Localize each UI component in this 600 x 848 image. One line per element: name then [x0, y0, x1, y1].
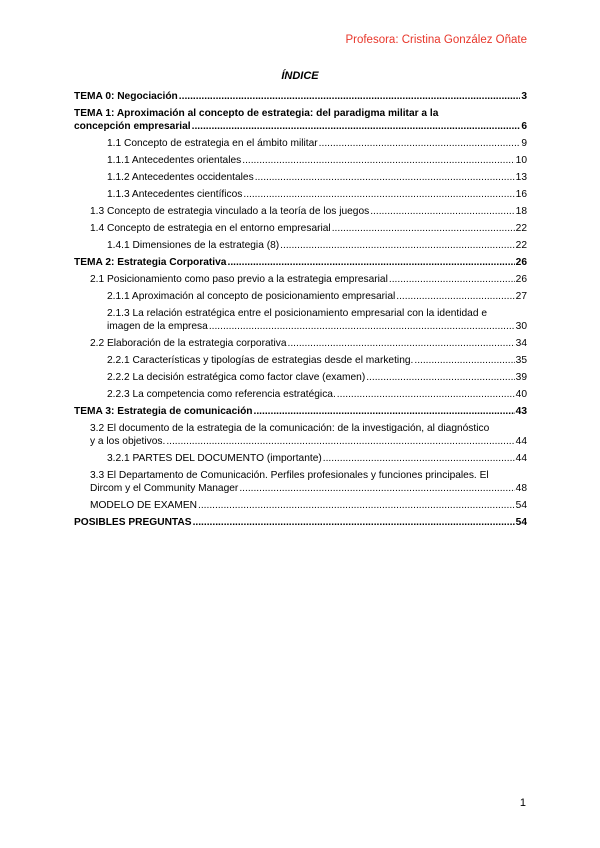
toc-entry-text: TEMA 0: Negociación [74, 91, 178, 102]
toc-page-number: 44 [515, 453, 527, 464]
toc-page-number: 22 [515, 223, 527, 234]
toc-entry-text: 1.4.1 Dimensiones de la estrategia (8) [107, 240, 280, 251]
toc-entry[interactable] [90, 469, 527, 495]
dot-leader [242, 154, 514, 167]
toc-entry[interactable] [90, 222, 527, 235]
toc-page-number: 39 [515, 372, 527, 383]
table-of-contents [74, 90, 527, 533]
dot-leader [389, 273, 515, 286]
toc-page-number: 26 [515, 274, 527, 285]
toc-entry-text: imagen de la empresa [107, 321, 208, 332]
toc-entry[interactable] [107, 354, 527, 367]
toc-entry[interactable] [90, 205, 527, 218]
toc-entry-text: 1.1.2 Antecedentes occidentales [107, 172, 254, 183]
toc-entry[interactable] [107, 290, 527, 303]
toc-entry-text: 2.1.3 La relación estratégica entre el posicionamiento empresarial con la identidad e [107, 308, 487, 319]
toc-entry-text: TEMA 2: Estrategia Corporativa [74, 257, 227, 268]
toc-page-number: 30 [515, 321, 527, 332]
toc-page-number: 43 [515, 406, 527, 417]
toc-entry-text: 1.1.1 Antecedentes orientales [107, 155, 242, 166]
dot-leader [280, 239, 515, 252]
toc-entry-text: concepción empresarial [74, 121, 191, 132]
toc-page-number: 9 [521, 138, 527, 149]
dot-leader [227, 256, 514, 269]
dot-leader [319, 137, 521, 150]
dot-leader [370, 205, 514, 218]
document-header: Profesora: Cristina González Oñate [345, 34, 527, 46]
toc-page-number: 10 [515, 155, 527, 166]
toc-entry[interactable] [107, 239, 527, 252]
toc-page-number: 22 [515, 240, 527, 251]
toc-entry[interactable] [74, 90, 527, 103]
toc-entry[interactable] [90, 273, 527, 286]
toc-page-number: 13 [515, 172, 527, 183]
dot-leader [323, 452, 515, 465]
toc-entry-text: 1.1 Concepto de estrategia en el ámbito militar [107, 138, 318, 149]
toc-entry-text: 2.1.1 Aproximación al concepto de posicionamiento empresarial [107, 291, 396, 302]
toc-entry-text: 2.1 Posicionamiento como paso previo a la estrategia empresarial [90, 274, 388, 285]
toc-page-number: 40 [515, 389, 527, 400]
dot-leader [179, 90, 521, 103]
toc-page-number: 16 [515, 189, 527, 200]
dot-leader [255, 171, 515, 184]
toc-entry-text: MODELO DE EXAMEN [90, 500, 197, 511]
toc-entry-text: 3.2.1 PARTES DEL DOCUMENTO (importante) [107, 453, 322, 464]
toc-entry-text: 2.2.2 La decisión estratégica como factor clave (examen) [107, 372, 366, 383]
toc-page-number: 34 [515, 338, 527, 349]
toc-entry[interactable] [107, 371, 527, 384]
toc-page-number: 44 [515, 436, 527, 447]
toc-entry[interactable] [74, 405, 527, 418]
dot-leader [254, 405, 515, 418]
toc-entry[interactable] [107, 154, 527, 167]
toc-page-number: 35 [515, 355, 527, 366]
dot-leader [166, 435, 514, 448]
dot-leader [332, 222, 515, 235]
toc-entry-text: 2.2.3 La competencia como referencia estratégica. [107, 389, 336, 400]
toc-entry[interactable] [107, 452, 527, 465]
toc-entry[interactable] [90, 499, 527, 512]
toc-page-number: 54 [515, 500, 527, 511]
dot-leader [414, 354, 514, 367]
toc-entry-text: 3.2 El documento de la estrategia de la comunicación: de la investigación, al diagnóstico [90, 423, 490, 434]
toc-entry[interactable] [74, 256, 527, 269]
toc-entry-text: y a los objetivos. [90, 436, 166, 447]
page-number: 1 [519, 797, 526, 809]
dot-leader [243, 188, 514, 201]
toc-page-number: 6 [521, 121, 527, 132]
toc-entry[interactable] [90, 337, 527, 350]
toc-entry[interactable] [107, 388, 527, 401]
toc-page-number: 18 [515, 206, 527, 217]
toc-entry[interactable] [107, 188, 527, 201]
toc-entry[interactable] [107, 171, 527, 184]
toc-entry-text: 1.1.3 Antecedentes científicos [107, 189, 243, 200]
toc-entry-text: 1.3 Concepto de estrategia vinculado a la teoría de los juegos [90, 206, 370, 217]
toc-page-number: 27 [515, 291, 527, 302]
dot-leader [288, 337, 515, 350]
toc-entry[interactable] [74, 516, 527, 529]
toc-entry-text: 2.2.1 Características y tipologías de estrategias desde el marketing. [107, 355, 414, 366]
dot-leader [239, 482, 514, 495]
dot-leader [193, 516, 515, 529]
toc-entry-text: POSIBLES PREGUNTAS [74, 517, 192, 528]
toc-page-number: 26 [515, 257, 527, 268]
toc-entry-text: Dircom y el Community Manager [90, 483, 239, 494]
toc-entry[interactable] [107, 137, 527, 150]
toc-page-number: 48 [515, 483, 527, 494]
dot-leader [192, 120, 521, 133]
toc-entry-text: 1.4 Concepto de estrategia en el entorno empresarial [90, 223, 331, 234]
toc-page-number: 3 [521, 91, 527, 102]
toc-entry-text: TEMA 3: Estrategia de comunicación [74, 406, 253, 417]
toc-entry[interactable] [74, 107, 527, 133]
toc-entry-text: 3.3 El Departamento de Comunicación. Perfiles profesionales y funciones principales. El [90, 470, 489, 481]
dot-leader [337, 388, 515, 401]
toc-entry-text: 2.2 Elaboración de la estrategia corporativa [90, 338, 287, 349]
toc-entry[interactable] [107, 307, 527, 333]
dot-leader [366, 371, 514, 384]
toc-page-number: 54 [515, 517, 527, 528]
toc-title: ÍNDICE [281, 70, 319, 82]
toc-entry-text: TEMA 1: Aproximación al concepto de estrategia: del paradigma militar a la [74, 108, 439, 119]
dot-leader [396, 290, 514, 303]
toc-entry[interactable] [90, 422, 527, 448]
dot-leader [198, 499, 515, 512]
dot-leader [209, 320, 515, 333]
